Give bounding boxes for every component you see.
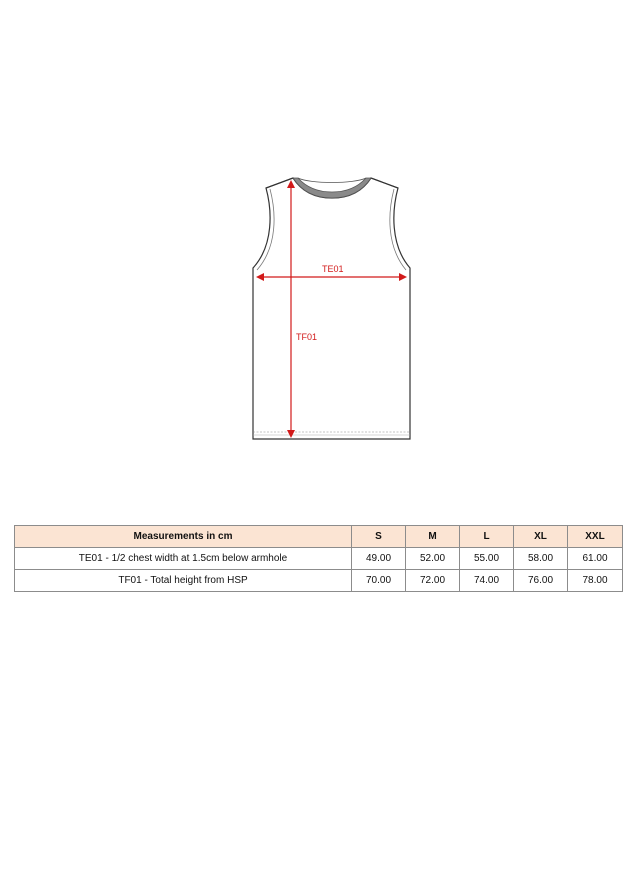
header-size-xl: XL xyxy=(514,526,568,548)
table-cell: 70.00 xyxy=(352,570,406,592)
table-row xyxy=(15,570,623,592)
measurement-label-height: TF01 - Total height from HSP xyxy=(15,570,352,592)
table-cell: 49.00 xyxy=(352,548,406,570)
garment-outline xyxy=(253,178,410,439)
table-row xyxy=(15,548,623,570)
header-size-s: S xyxy=(352,526,406,548)
back-neck xyxy=(298,178,366,183)
header-measurements: Measurements in cm xyxy=(15,526,352,548)
chest-width-label: TE01 xyxy=(322,264,344,274)
table-cell: 78.00 xyxy=(568,570,623,592)
header-size-l: L xyxy=(460,526,514,548)
tank-top-icon xyxy=(253,178,410,439)
table-cell: 55.00 xyxy=(460,548,514,570)
table-cell: 72.00 xyxy=(406,570,460,592)
table-header-row xyxy=(15,526,623,548)
table-cell: 74.00 xyxy=(460,570,514,592)
table-cell: 52.00 xyxy=(406,548,460,570)
header-size-m: M xyxy=(406,526,460,548)
table-cell: 58.00 xyxy=(514,548,568,570)
table-cell: 76.00 xyxy=(514,570,568,592)
table-cell: 61.00 xyxy=(568,548,623,570)
header-size-xxl: XXL xyxy=(568,526,623,548)
size-chart-table xyxy=(14,525,623,592)
measurement-label-chest: TE01 - 1/2 chest width at 1.5cm below armhole xyxy=(15,548,352,570)
total-height-label: TF01 xyxy=(296,332,318,342)
